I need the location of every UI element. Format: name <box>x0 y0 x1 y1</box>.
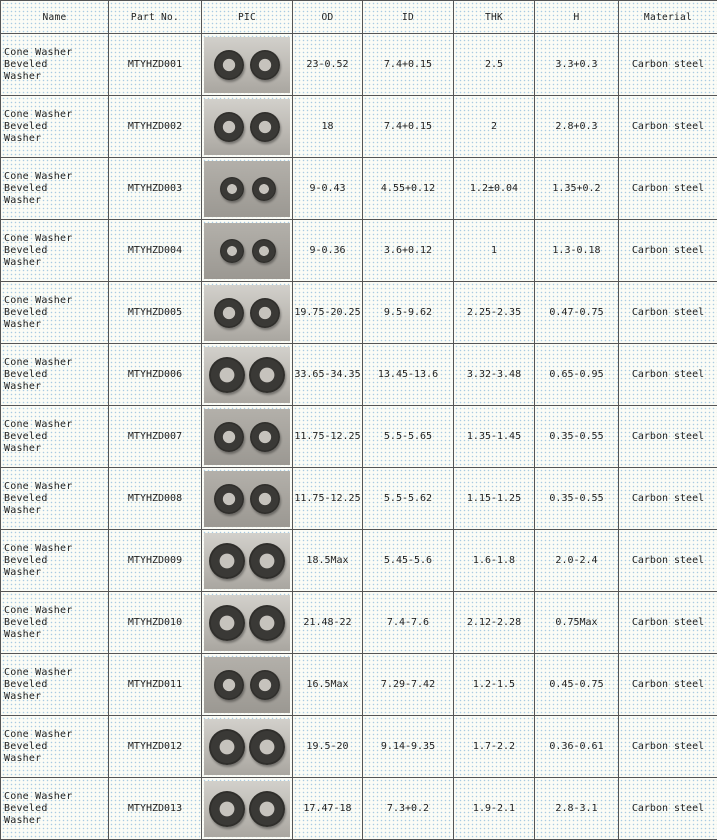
washer-icon <box>249 791 285 827</box>
part-no-cell: MTYHZD001 <box>109 34 202 96</box>
id-cell: 5.5-5.62 <box>363 468 454 530</box>
name-cell <box>1 592 109 654</box>
name-line-1: Cone Washer Beveled <box>4 605 106 629</box>
header-pic: PIC <box>202 1 293 34</box>
washer-photo <box>204 595 290 651</box>
name-cell <box>1 34 109 96</box>
id-cell: 13.45-13.6 <box>363 344 454 406</box>
id-cell: 7.29-7.42 <box>363 654 454 716</box>
pic-cell <box>202 592 293 654</box>
name-cell <box>1 530 109 592</box>
part-no-cell: MTYHZD003 <box>109 158 202 220</box>
washer-icon <box>250 484 280 514</box>
washer-icon <box>214 112 244 142</box>
name-line-1: Cone Washer Beveled <box>4 481 106 505</box>
thk-cell: 2.5 <box>454 34 535 96</box>
id-cell: 5.45-5.6 <box>363 530 454 592</box>
od-cell: 33.65-34.35 <box>293 344 363 406</box>
name-line-2: Washer <box>4 133 106 145</box>
pic-cell <box>202 282 293 344</box>
washer-icon <box>214 422 244 452</box>
name-cell <box>1 654 109 716</box>
washer-icon <box>220 177 244 201</box>
name-line-2: Washer <box>4 691 106 703</box>
washer-photo <box>204 409 290 465</box>
name-cell <box>1 158 109 220</box>
washer-photo <box>204 719 290 775</box>
name-line-1: Cone Washer Beveled <box>4 357 106 381</box>
id-cell: 9.14-9.35 <box>363 716 454 778</box>
washer-photo <box>204 285 290 341</box>
washer-icon <box>209 791 245 827</box>
name-line-1: Cone Washer Beveled <box>4 667 106 691</box>
material-cell: Carbon steel <box>619 96 717 158</box>
od-cell: 18 <box>293 96 363 158</box>
pic-cell <box>202 34 293 96</box>
name-cell <box>1 344 109 406</box>
table-row <box>1 344 717 406</box>
name-line-2: Washer <box>4 319 106 331</box>
h-cell: 0.65-0.95 <box>535 344 619 406</box>
table-row <box>1 592 717 654</box>
id-cell: 7.4+0.15 <box>363 34 454 96</box>
part-no-cell: MTYHZD002 <box>109 96 202 158</box>
thk-cell: 1.6-1.8 <box>454 530 535 592</box>
part-no-cell: MTYHZD007 <box>109 406 202 468</box>
name-cell <box>1 778 109 840</box>
name-cell <box>1 220 109 282</box>
od-cell: 19.75-20.25 <box>293 282 363 344</box>
material-cell: Carbon steel <box>619 158 717 220</box>
thk-cell: 1.7-2.2 <box>454 716 535 778</box>
material-cell: Carbon steel <box>619 530 717 592</box>
washer-icon <box>214 670 244 700</box>
table-row <box>1 406 717 468</box>
part-no-cell: MTYHZD005 <box>109 282 202 344</box>
material-cell: Carbon steel <box>619 468 717 530</box>
name-line-1: Cone Washer Beveled <box>4 233 106 257</box>
pic-cell <box>202 158 293 220</box>
name-cell <box>1 96 109 158</box>
header-h: H <box>535 1 619 34</box>
h-cell: 0.47-0.75 <box>535 282 619 344</box>
header-thk: THK <box>454 1 535 34</box>
od-cell: 18.5Max <box>293 530 363 592</box>
name-line-2: Washer <box>4 257 106 269</box>
pic-cell <box>202 654 293 716</box>
od-cell: 9-0.43 <box>293 158 363 220</box>
h-cell: 2.8-3.1 <box>535 778 619 840</box>
od-cell: 11.75-12.25 <box>293 468 363 530</box>
header-od: OD <box>293 1 363 34</box>
header-part-no: Part No. <box>109 1 202 34</box>
washer-icon <box>249 605 285 641</box>
od-cell: 16.5Max <box>293 654 363 716</box>
washer-icon <box>252 239 276 263</box>
washer-icon <box>209 605 245 641</box>
material-cell: Carbon steel <box>619 406 717 468</box>
washer-icon <box>209 729 245 765</box>
h-cell: 0.75Max <box>535 592 619 654</box>
washer-icon <box>220 239 244 263</box>
washer-icon <box>249 357 285 393</box>
thk-cell: 2 <box>454 96 535 158</box>
table-row <box>1 158 717 220</box>
washer-photo <box>204 471 290 527</box>
name-line-2: Washer <box>4 505 106 517</box>
washer-icon <box>214 484 244 514</box>
id-cell: 7.4+0.15 <box>363 96 454 158</box>
name-line-1: Cone Washer Beveled <box>4 47 106 71</box>
washer-icon <box>214 298 244 328</box>
thk-cell: 2.25-2.35 <box>454 282 535 344</box>
name-cell <box>1 468 109 530</box>
id-cell: 3.6+0.12 <box>363 220 454 282</box>
table-row <box>1 778 717 840</box>
h-cell: 1.35+0.2 <box>535 158 619 220</box>
washer-icon <box>250 50 280 80</box>
name-cell <box>1 716 109 778</box>
thk-cell: 1.2-1.5 <box>454 654 535 716</box>
od-cell: 9-0.36 <box>293 220 363 282</box>
h-cell: 2.0-2.4 <box>535 530 619 592</box>
washer-icon <box>209 543 245 579</box>
table-row <box>1 220 717 282</box>
washer-photo <box>204 657 290 713</box>
pic-cell <box>202 344 293 406</box>
name-line-2: Washer <box>4 753 106 765</box>
name-cell <box>1 282 109 344</box>
header-name: Name <box>1 1 109 34</box>
name-line-2: Washer <box>4 195 106 207</box>
h-cell: 1.3-0.18 <box>535 220 619 282</box>
id-cell: 9.5-9.62 <box>363 282 454 344</box>
od-cell: 23-0.52 <box>293 34 363 96</box>
id-cell: 5.5-5.65 <box>363 406 454 468</box>
thk-cell: 1.9-2.1 <box>454 778 535 840</box>
material-cell: Carbon steel <box>619 34 717 96</box>
name-line-2: Washer <box>4 381 106 393</box>
material-cell: Carbon steel <box>619 282 717 344</box>
name-line-2: Washer <box>4 71 106 83</box>
washer-icon <box>209 357 245 393</box>
washer-photo <box>204 347 290 403</box>
material-cell: Carbon steel <box>619 220 717 282</box>
name-line-1: Cone Washer Beveled <box>4 109 106 133</box>
table-row <box>1 530 717 592</box>
thk-cell: 1.15-1.25 <box>454 468 535 530</box>
table-row <box>1 654 717 716</box>
h-cell: 0.36-0.61 <box>535 716 619 778</box>
h-cell: 0.45-0.75 <box>535 654 619 716</box>
thk-cell: 2.12-2.28 <box>454 592 535 654</box>
thk-cell: 1.35-1.45 <box>454 406 535 468</box>
thk-cell: 1.2±0.04 <box>454 158 535 220</box>
header-row <box>1 1 717 34</box>
washer-photo <box>204 99 290 155</box>
washer-photo <box>204 223 290 279</box>
table-row <box>1 34 717 96</box>
washer-icon <box>252 177 276 201</box>
name-line-1: Cone Washer Beveled <box>4 419 106 443</box>
od-cell: 11.75-12.25 <box>293 406 363 468</box>
name-line-1: Cone Washer Beveled <box>4 791 106 815</box>
id-cell: 4.55+0.12 <box>363 158 454 220</box>
name-line-2: Washer <box>4 443 106 455</box>
h-cell: 2.8+0.3 <box>535 96 619 158</box>
part-no-cell: MTYHZD011 <box>109 654 202 716</box>
part-no-cell: MTYHZD008 <box>109 468 202 530</box>
h-cell: 0.35-0.55 <box>535 406 619 468</box>
h-cell: 3.3+0.3 <box>535 34 619 96</box>
material-cell: Carbon steel <box>619 592 717 654</box>
washer-photo <box>204 533 290 589</box>
washer-icon <box>250 298 280 328</box>
part-no-cell: MTYHZD010 <box>109 592 202 654</box>
material-cell: Carbon steel <box>619 344 717 406</box>
material-cell: Carbon steel <box>619 654 717 716</box>
part-no-cell: MTYHZD006 <box>109 344 202 406</box>
washer-photo <box>204 37 290 93</box>
table-row <box>1 96 717 158</box>
name-line-1: Cone Washer Beveled <box>4 295 106 319</box>
pic-cell <box>202 468 293 530</box>
pic-cell <box>202 96 293 158</box>
washer-icon <box>250 422 280 452</box>
washer-icon <box>249 729 285 765</box>
part-no-cell: MTYHZD012 <box>109 716 202 778</box>
pic-cell <box>202 406 293 468</box>
pic-cell <box>202 778 293 840</box>
thk-cell: 1 <box>454 220 535 282</box>
id-cell: 7.4-7.6 <box>363 592 454 654</box>
thk-cell: 3.32-3.48 <box>454 344 535 406</box>
header-material: Material <box>619 1 717 34</box>
washer-photo <box>204 781 290 837</box>
material-cell: Carbon steel <box>619 778 717 840</box>
table-row <box>1 468 717 530</box>
pic-cell <box>202 716 293 778</box>
name-line-1: Cone Washer Beveled <box>4 543 106 567</box>
washer-icon <box>250 112 280 142</box>
washer-icon <box>250 670 280 700</box>
header-id: ID <box>363 1 454 34</box>
part-no-cell: MTYHZD013 <box>109 778 202 840</box>
washer-icon <box>214 50 244 80</box>
name-line-2: Washer <box>4 567 106 579</box>
part-no-cell: MTYHZD009 <box>109 530 202 592</box>
table-row <box>1 282 717 344</box>
table-row <box>1 716 717 778</box>
pic-cell <box>202 220 293 282</box>
name-cell <box>1 406 109 468</box>
od-cell: 21.48-22 <box>293 592 363 654</box>
od-cell: 19.5-20 <box>293 716 363 778</box>
washer-icon <box>249 543 285 579</box>
name-line-1: Cone Washer Beveled <box>4 171 106 195</box>
washer-photo <box>204 161 290 217</box>
material-cell: Carbon steel <box>619 716 717 778</box>
pic-cell <box>202 530 293 592</box>
id-cell: 7.3+0.2 <box>363 778 454 840</box>
h-cell: 0.35-0.55 <box>535 468 619 530</box>
name-line-1: Cone Washer Beveled <box>4 729 106 753</box>
od-cell: 17.47-18 <box>293 778 363 840</box>
name-line-2: Washer <box>4 629 106 641</box>
name-line-2: Washer <box>4 815 106 827</box>
part-no-cell: MTYHZD004 <box>109 220 202 282</box>
